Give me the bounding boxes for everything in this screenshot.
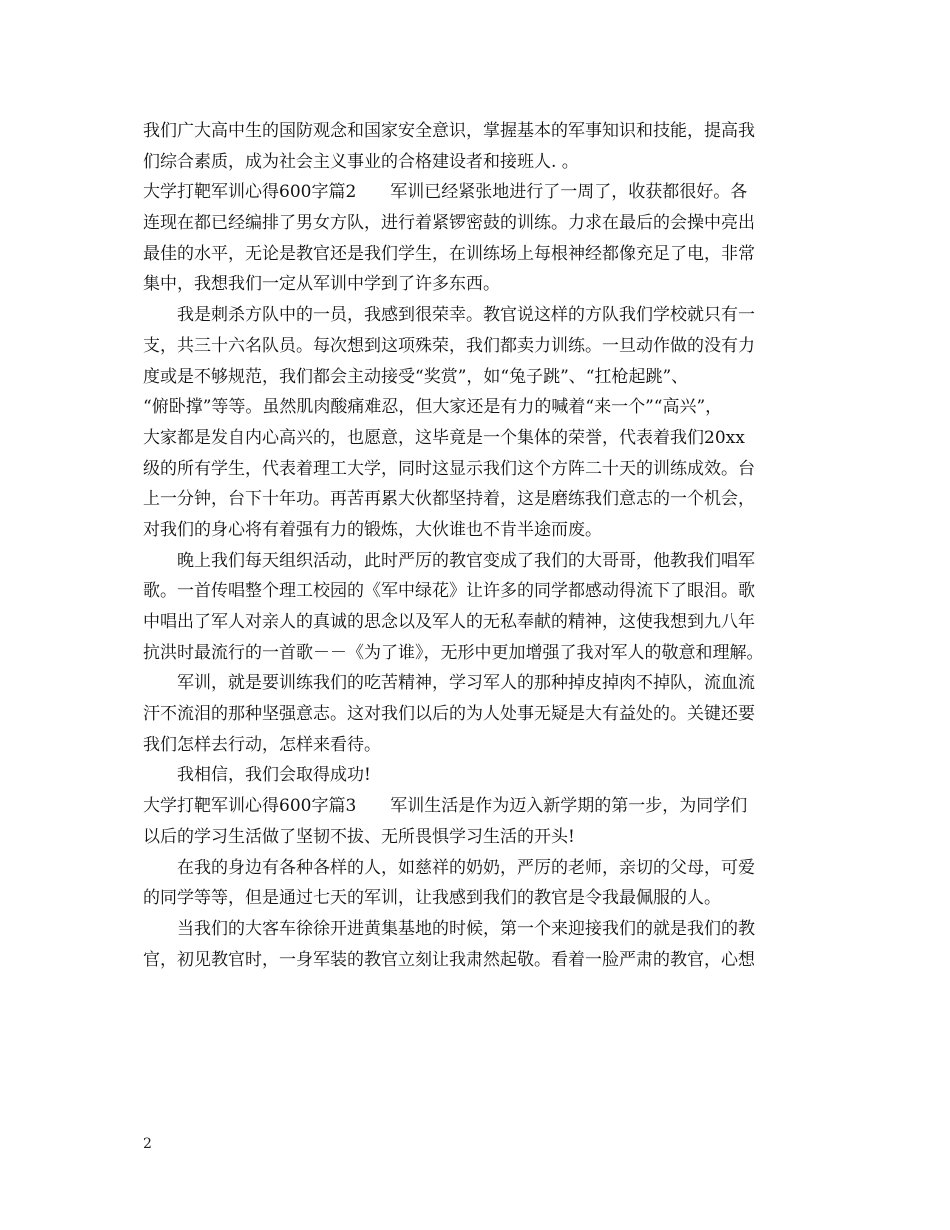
text-line: 中唱出了军人对亲人的真诚的思念以及军人的无私奉献的精神，这使我想到九八年	[143, 612, 755, 632]
text-line: 晚上我们每天组织活动，此时严厉的教官变成了我们的大哥哥，他教我们唱军	[143, 550, 755, 571]
text-line: 支，共三十六名队员。每次想到这项殊荣，我们都卖力训练。一旦动作做的没有力	[143, 335, 755, 356]
text-line: 以后的学习生活做了坚韧不拔、无所畏惧学习生活的开头!	[143, 826, 575, 847]
text-line: 对我们的身心将有着强有力的锻炼，大伙谁也不肯半途而废。	[143, 519, 602, 540]
text-line: 大学打靶军训心得600字篇2 军训已经紧张地进行了一周了，收获都很好。各	[143, 182, 748, 203]
text-line: 我们怎样去行动，怎样来看待。	[143, 734, 381, 755]
text-line: 上一分钟，台下十年功。再苦再累大伙都坚持着，这是磨练我们意志的一个机会，	[143, 489, 755, 510]
text-line: 大学打靶军训心得600字篇3 军训生活是作为迈入新学期的第一步，为同学们	[143, 796, 748, 817]
text-line: 集中，我想我们一定从军训中学到了许多东西。	[143, 274, 500, 295]
text-line: 我相信，我们会取得成功!	[143, 765, 371, 786]
text-line: 的同学等等，但是通过七天的军训，让我感到我们的教官是令我最佩服的人。	[143, 888, 721, 909]
page-number: 2	[143, 1136, 152, 1152]
text-line: 级的所有学生，代表着理工大学，同时这显示我们这个方阵二十天的训练成效。台	[143, 458, 755, 479]
text-line: 我是刺杀方队中的一员，我感到很荣幸。教官说这样的方队我们学校就只有一	[143, 305, 755, 326]
text-line: 军训，就是要训练我们的吃苦精神，学习军人的那种掉皮掉肉不掉队，流血流	[143, 673, 755, 694]
text-line: 度或是不够规范，我们都会主动接受“奖赏”，如“兔子跳”、“扛枪起跳”、	[143, 366, 689, 387]
text-line: 抗洪时最流行的一首歌－－《为了谁》，无形中更加增强了我对军人的敬意和理解。	[143, 642, 764, 663]
text-line: 官，初见教官时，一身军装的教官立刻让我肃然起敬。看着一脸严肃的教官，心想	[143, 949, 755, 970]
text-line: 大家都是发自内心高兴的，也愿意，这毕竟是一个集体的荣誉，代表着我们20xx	[143, 427, 745, 448]
text-line: 在我的身边有各种各样的人，如慈祥的奶奶，严厉的老师，亲切的父母，可爱	[143, 857, 755, 878]
text-line: “俯卧撑”等等。虽然肌肉酸痛难忍，但大家还是有力的喊着“来一个”“高兴”，	[143, 397, 723, 418]
text-line: 当我们的大客车徐徐开进黄集基地的时候，第一个来迎接我们的就是我们的教	[143, 918, 755, 939]
text-line: 连现在都已经编排了男女方队，进行着紧锣密鼓的训练。力求在最后的会操中亮出	[143, 213, 755, 234]
text-line: 歌。一首传唱整个理工校园的《军中绿花》让许多的同学都感动得流下了眼泪。歌	[143, 581, 755, 602]
text-line: 们综合素质，成为社会主义事业的合格建设者和接班人. 。	[143, 151, 579, 172]
text-line: 汗不流泪的那种坚强意志。这对我们以后的为人处事无疑是大有益处的。关键还要	[143, 704, 755, 725]
text-line: 我们广大高中生的国防观念和国家安全意识，掌握基本的军事知识和技能，提高我	[143, 121, 755, 141]
document-body	[143, 116, 823, 975]
text-line: 最佳的水平，无论是教官还是我们学生，在训练场上每根神经都像充足了电，非常	[143, 243, 755, 264]
